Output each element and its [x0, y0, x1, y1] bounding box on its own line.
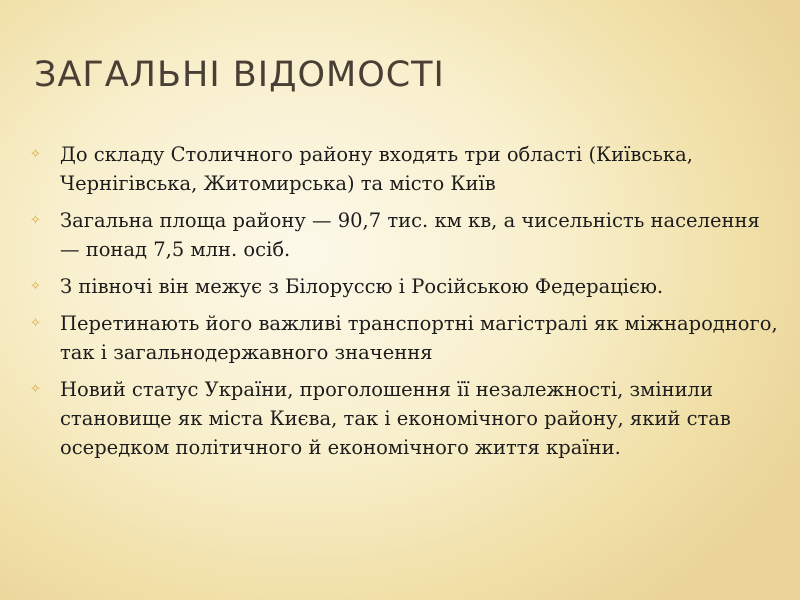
sparkle-bullet-icon: ✧ — [30, 213, 41, 228]
sparkle-bullet-icon: ✧ — [30, 316, 41, 331]
bullet-text: З півночі він межує з Білоруссю і Російською Федерацією. — [60, 275, 664, 298]
list-item — [30, 140, 780, 198]
slide-title: ЗАГАЛЬНІ ВІДОМОСТІ — [34, 55, 445, 95]
bullet-text: Загальна площа району — 90,7 тис. км кв, а чисельність населення — понад 7,5 млн. осіб. — [60, 209, 760, 261]
bullet-text: До складу Столичного району входять три області (Київська, Чернігівська, Житомирська) та місто Київ — [60, 143, 693, 195]
bullet-text: Перетинають його важливі транспортні магістралі як міжнародного, так і загальнодержавного значення — [60, 312, 778, 364]
list-item — [30, 309, 780, 367]
list-item — [30, 375, 780, 462]
sparkle-bullet-icon: ✧ — [30, 382, 41, 397]
sparkle-bullet-icon: ✧ — [30, 147, 41, 162]
list-item — [30, 206, 780, 264]
bullet-list — [30, 140, 780, 470]
sparkle-bullet-icon: ✧ — [30, 279, 41, 294]
list-item — [30, 272, 780, 301]
bullet-text: Новий статус України, проголошення її незалежності, змінили становище як міста Києва, так і економічного району, який став осередком політичного й економічного життя країни. — [60, 378, 731, 459]
